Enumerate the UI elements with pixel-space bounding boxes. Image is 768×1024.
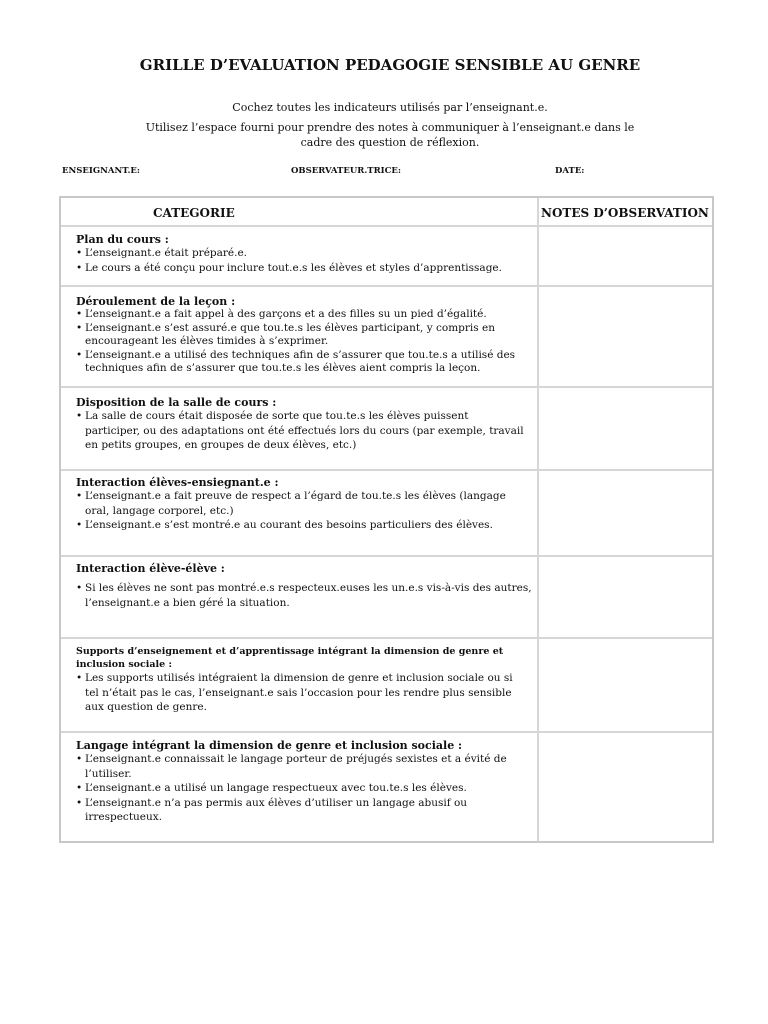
notes-cell[interactable] [539,227,712,285]
notes-cell[interactable] [539,639,712,731]
section-category-cell [61,733,539,841]
section-row-deroulement [61,287,712,388]
section-category-cell [61,388,539,469]
indicator-item: • L’enseignant.e a fait preuve de respect a l’égard de tou.te.s les élèves (langage oral, langage corporel, etc.) [76,489,515,518]
section-title: Plan du cours : [76,233,169,246]
section-category-cell [61,287,539,386]
section-category-cell [61,639,539,731]
notes-cell[interactable] [539,471,712,555]
indicator-item: • L’enseignant.e n’a pas permis aux élèves d’utiliser un langage abusif ou irrespectueux. [76,796,485,825]
instruction-check: Cochez toutes les indicateurs utilisés par l’enseignant.e. [232,101,548,114]
indicator-list [76,308,537,376]
section-row-interaction-eleve-eleve [61,557,712,639]
section-row-plan [61,227,712,287]
section-title: Supports d’enseignement et d’apprentissage intégrant la dimension de genre et inclusion sociale : [76,646,504,670]
section-row-interaction-eleves-enseignant [61,471,712,557]
indicator-list [76,752,537,825]
indicator-list [76,489,537,533]
section-title: Langage intégrant la dimension de genre et inclusion sociale : [76,739,463,752]
notes-column-header: NOTES D’OBSERVATION [541,206,709,220]
notes-cell[interactable] [539,388,712,469]
indicator-item: • L’enseignant.e connaissait le langage porteur de préjugés sexistes et a évité de l’utiliser. [76,752,515,781]
evaluation-grid [59,196,714,843]
teacher-label: ENSEIGNANT.E: [62,166,141,176]
notes-cell[interactable] [539,287,712,386]
indicator-item: • L’enseignant.e a utilisé des techniques afin de s’assurer que tou.te.s a utilisé des techniques afin de s’assurer que tou.te.s les élèves aient compris la leçon. [76,349,525,376]
section-row-langage [61,733,712,843]
category-column-header: CATEGORIE [61,198,539,225]
section-title: Déroulement de la leçon : [76,295,236,308]
section-title: Interaction élève-élève : [76,562,225,575]
notes-cell[interactable] [539,733,712,841]
section-category-cell [61,227,539,285]
indicator-list [76,409,537,453]
section-category-cell [61,471,539,555]
indicator-item: • Les supports utilisés intégraient la dimension de genre et inclusion sociale ou si tel n’était pas le cas, l’enseignant.e sais l’occasion pour les rendre plus sensible aux question de genre. [76,671,525,715]
section-category-cell [61,557,539,637]
grid-header-row [61,198,712,227]
page-title: GRILLE D’EVALUATION PEDAGOGIE SENSIBLE AU GENRE [139,56,641,74]
indicator-item: • Le cours a été conçu pour inclure tout.e.s les élèves et styles d’apprentissage. [76,261,537,276]
indicator-list [76,246,537,275]
indicator-item: • L’enseignant.e a utilisé un langage respectueux avec tou.te.s les élèves. [76,781,537,796]
indicator-list [76,581,537,610]
date-label: DATE: [555,166,585,176]
notes-cell[interactable] [539,557,712,637]
indicator-item: • La salle de cours était disposée de sorte que tou.te.s les élèves puissent participer, ou des adaptations ont été effectués lors du cours (par exemple, travail en petits groupes, en groupes de deux élèves, etc.) [76,409,525,453]
section-row-supports [61,639,712,733]
instruction-notes: Utilisez l’espace fourni pour prendre des notes à communiquer à l’enseignant.e dans le cadre des question de réflexion. [145,121,635,149]
section-title: Disposition de la salle de cours : [76,396,277,409]
indicator-item: • Si les élèves ne sont pas montré.e.s respecteux.euses les un.e.s vis-à-vis des autres, l’enseignant.e a bien géré la situation. [76,581,535,610]
section-row-disposition [61,388,712,471]
section-title: Interaction élèves-ensiegnant.e : [76,476,279,489]
indicator-item: • L’enseignant.e s’est assuré.e que tou.te.s les élèves participant, y compris en encourageant les élèves timides à s’exprimer. [76,322,495,349]
indicator-list [76,671,537,715]
instructions [140,100,640,150]
indicator-item: • L’enseignant.e était préparé.e. [76,246,537,261]
indicator-item: • L’enseignant.e s’est montré.e au courant des besoins particuliers des élèves. [76,518,537,533]
indicator-item: • L’enseignant.e a fait appel à des garçons et a des filles su un pied d’égalité. [76,308,537,322]
observer-label: OBSERVATEUR.TRICE: [291,166,402,176]
